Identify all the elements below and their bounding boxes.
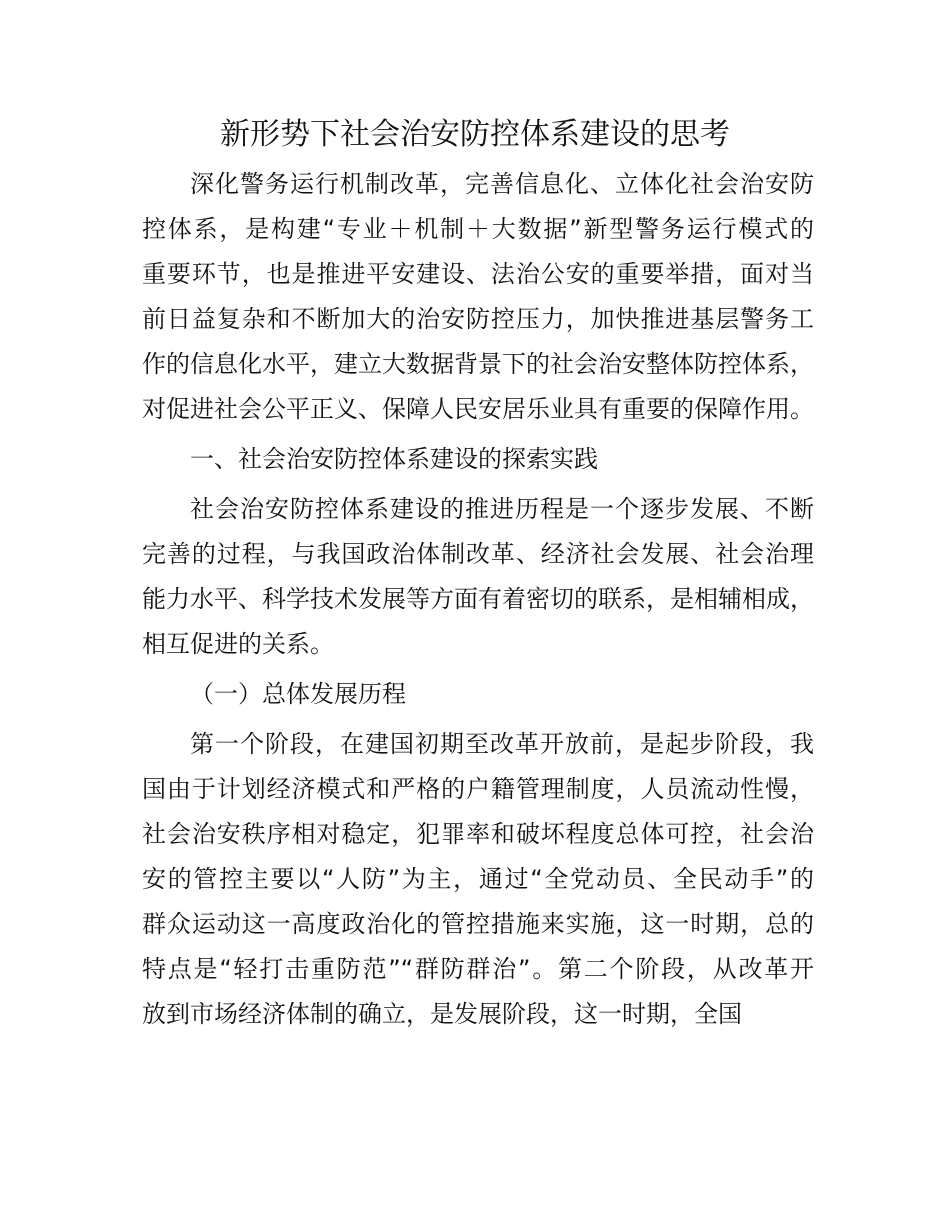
text-line: 相互促进的关系。 (142, 630, 334, 658)
text-line: 作的信息化水平，建立大数据背景下的社会治安整体防控体系， (142, 350, 814, 378)
text-line: 群众运动这一高度政治化的管控措施来实施，这一时期，总的 (142, 910, 814, 938)
text-line: 放到市场经济体制的确立，是发展阶段，这一时期，全国 (142, 1000, 742, 1028)
text-line: 重要环节，也是推进平安建设、法治公安的重要举措，面对当 (142, 260, 814, 288)
text-line: （一）总体发展历程 (190, 680, 406, 708)
document-body (142, 162, 814, 1037)
text-line: 一、社会治安防控体系建设的探索实践 (190, 445, 598, 473)
text-line: 完善的过程，与我国政治体制改革、经济社会发展、社会治理 (142, 540, 814, 568)
text-line: 能力水平、科学技术发展等方面有着密切的联系，是相辅相成， (142, 585, 814, 613)
paragraph (142, 722, 814, 1037)
text-line: 安的管控主要以“人防”为主，通过“全党动员、全民动手”的 (142, 865, 814, 893)
subsection-heading (142, 672, 814, 717)
paragraph (142, 162, 814, 432)
text-line: 社会治安秩序相对稳定，犯罪率和破坏程度总体可控，社会治 (142, 820, 814, 848)
text-line: 对促进社会公平正义、保障人民安居乐业具有重要的保障作用。 (142, 395, 814, 423)
document-title: 新形势下社会治安防控体系建设的思考 (220, 117, 730, 152)
text-line: 国由于计划经济模式和严格的户籍管理制度，人员流动性慢， (142, 775, 814, 803)
text-line: 第一个阶段，在建国初期至改革开放前，是起步阶段，我 (190, 730, 814, 758)
text-line: 控体系，是构建“专业＋机制＋大数据”新型警务运行模式的 (142, 215, 814, 243)
text-line: 前日益复杂和不断加大的治安防控压力，加快推进基层警务工 (142, 305, 814, 333)
text-line: 社会治安防控体系建设的推进历程是一个逐步发展、不断 (190, 495, 814, 523)
text-line: 深化警务运行机制改革，完善信息化、立体化社会治安防 (190, 170, 814, 198)
paragraph (142, 487, 814, 667)
text-line: 特点是“轻打击重防范”“群防群治”。第二个阶段，从改革开 (142, 955, 814, 983)
section-heading (142, 437, 814, 482)
